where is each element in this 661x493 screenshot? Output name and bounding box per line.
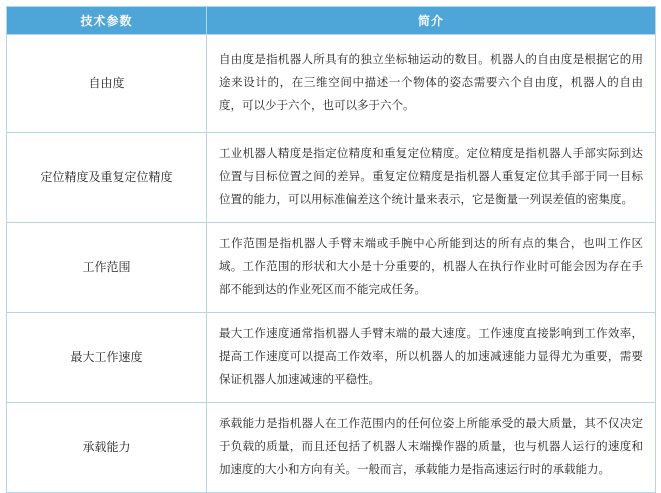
table-row — [7, 35, 656, 133]
table-row — [7, 133, 656, 223]
cell-description: 工业机器人精度是指定位精度和重复定位精度。定位精度是指机器人手部实际到达位置与目标位置之间的差异。重复定位精度是指机器人重复定位其手部于同一目标位置的能力，可以用标准偏差这个统计量来表示，它是衡量一列误差值的密集度。 — [207, 133, 656, 223]
cell-parameter: 承载能力 — [7, 403, 207, 493]
table-header — [7, 7, 656, 35]
cell-description: 承载能力是指机器人在工作范围内的任何位姿上所能承受的最大质量，其不仅决定于负载的质量，而且还包括了机器人末端操作器的质量，也与机器人运行的速度和加速度的大小和方向有关。一般而言，承载能力是指高速运行时的承载能力。 — [207, 403, 656, 493]
table-row — [7, 313, 656, 403]
cell-description: 工作范围是指机器人手臂末端或手腕中心所能到达的所有点的集合，也叫工作区域。工作范围的形状和大小是十分重要的，机器人在执行作业时可能会因为存在手部不能到达的作业死区而不能完成任务。 — [207, 223, 656, 313]
cell-description: 自由度是指机器人所具有的独立坐标轴运动的数目。机器人的自由度是根据它的用途来设计的，在三维空间中描述一个物体的姿态需要六个自由度，机器人的自由度，可以少于六个，也可以多于六个。 — [207, 35, 656, 133]
column-header-parameter: 技术参数 — [7, 7, 207, 35]
table-row — [7, 403, 656, 493]
table-row — [7, 223, 656, 313]
table-body — [7, 35, 656, 493]
cell-parameter: 最大工作速度 — [7, 313, 207, 403]
table-header-row — [7, 7, 656, 35]
cell-parameter: 自由度 — [7, 35, 207, 133]
cell-parameter: 工作范围 — [7, 223, 207, 313]
cell-description: 最大工作速度通常指机器人手臂末端的最大速度。工作速度直接影响到工作效率，提高工作速度可以提高工作效率，所以机器人的加速减速能力显得尤为重要，需要保证机器人加速减速的平稳性。 — [207, 313, 656, 403]
technical-parameters-table — [6, 6, 656, 493]
column-header-description: 简介 — [207, 7, 656, 35]
cell-parameter: 定位精度及重复定位精度 — [7, 133, 207, 223]
